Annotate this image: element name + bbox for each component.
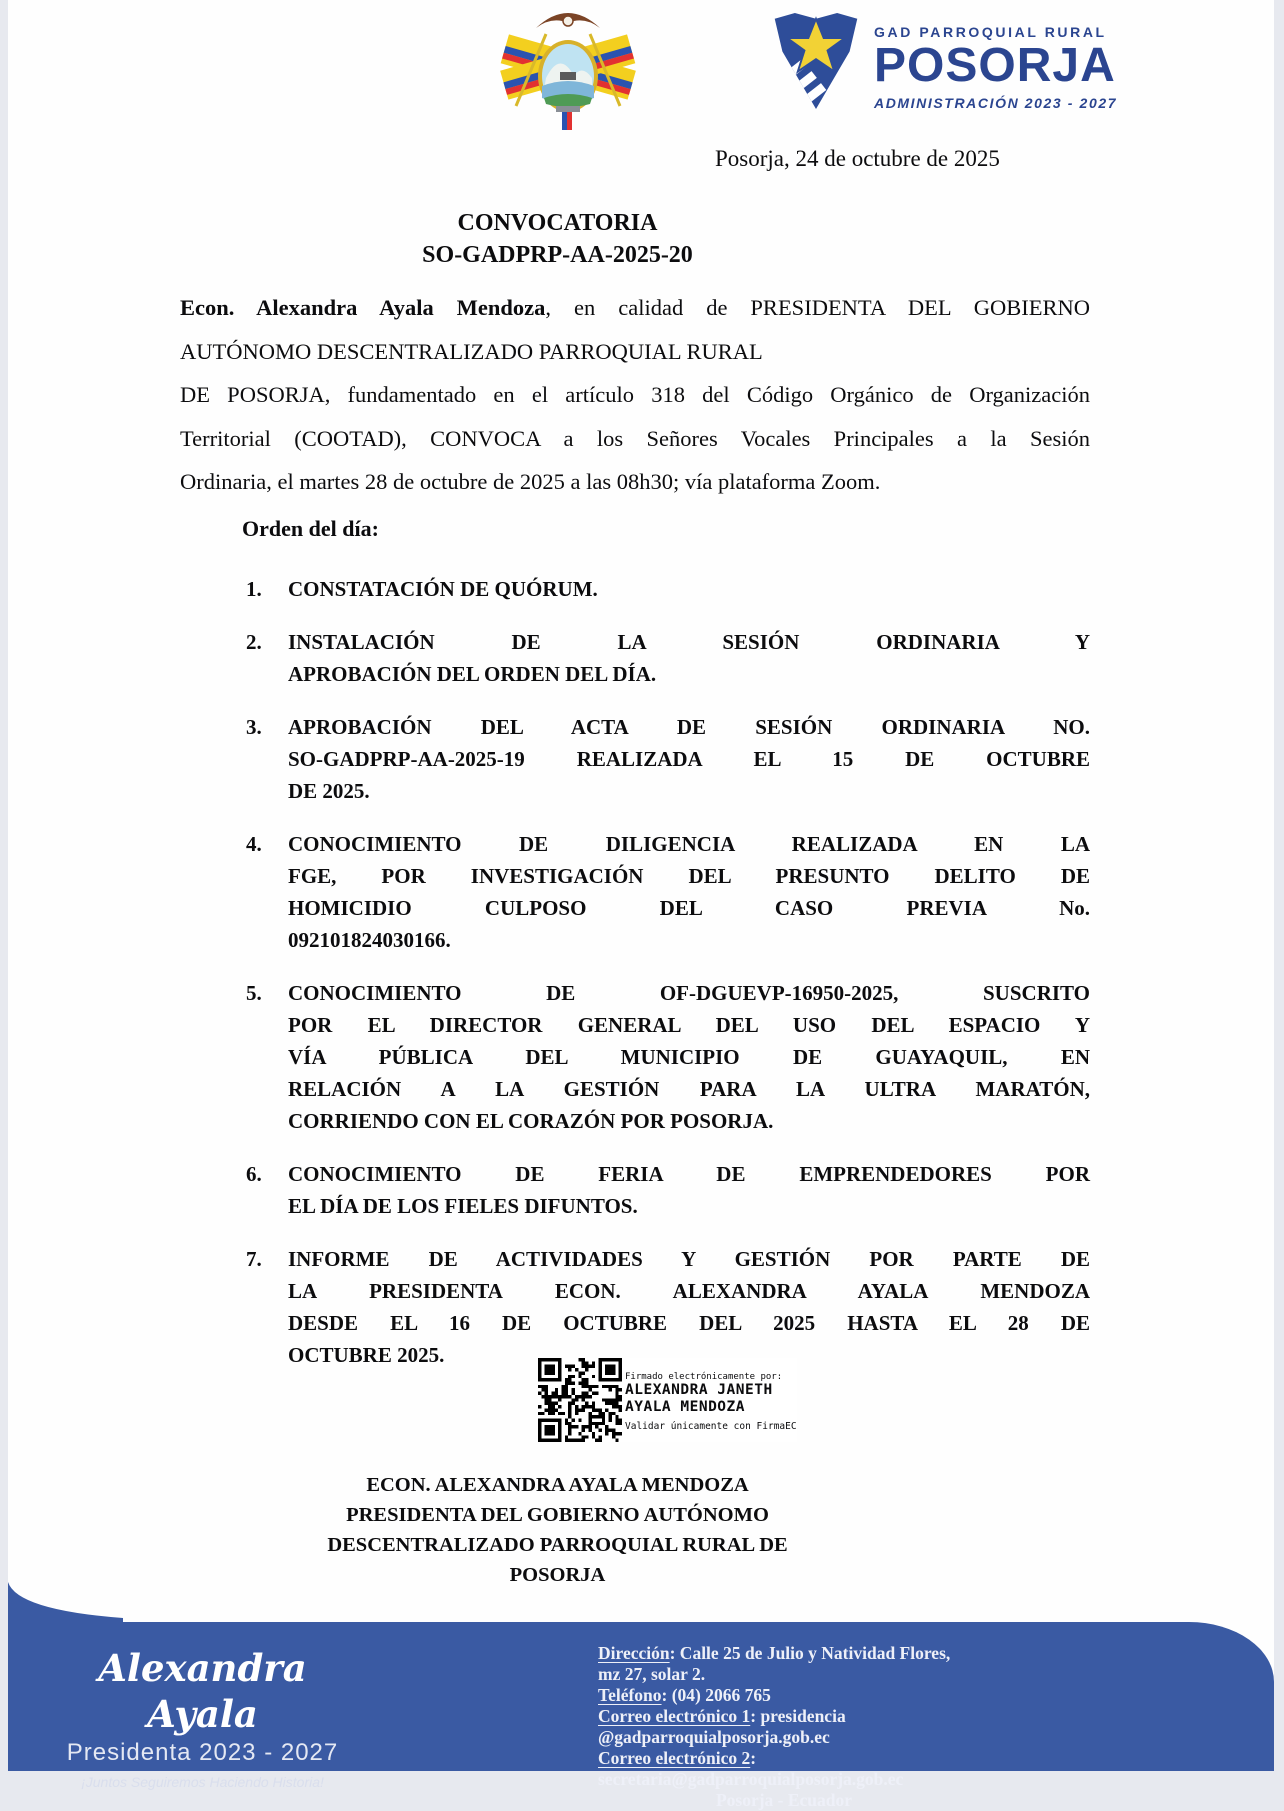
footer-curve-decoration [8,1582,123,1627]
agenda-item [246,711,1090,807]
text-line: APROBACIÓN DEL ORDEN DEL DÍA. [288,662,657,686]
signature-block [180,1470,935,1590]
text-line: Ordinaria, el martes 28 de octubre de 2025 a las 08h30; vía plataforma Zoom. [180,469,881,494]
text-line: CONOCIMIENTO DE OF-DGUEVP-16950-2025, SUSCRITO [288,981,1090,1005]
text-line: INSTALACIÓN DE LA SESIÓN ORDINARIA Y [288,630,1090,654]
text-line: Territorial (COOTAD), CONVOCA a los Señores Vocales Principales a la Sesión [180,425,1090,451]
footer-contact-label: Dirección [598,1643,670,1663]
text-line: LA PRESIDENTA ECON. ALEXANDRA AYALA MENDOZA [288,1279,1090,1303]
logo-name: POSORJA [874,39,1116,92]
signature-stamp-text [625,1372,797,1442]
text-line: 092101824030166. [288,928,451,952]
text-line: AUTÓNOMO DESCENTRALIZADO PARROQUIAL RURAL [180,338,763,364]
agenda-item-text [288,1158,1090,1222]
text-line: HOMICIDIO CULPOSO DEL CASO PREVIA No. [288,896,1090,920]
agenda-item [246,573,1090,605]
agenda-item-number: 1. [246,577,262,601]
stamp-name-line-1: ALEXANDRA JANETH [625,1382,773,1398]
text-line: CONSTATACIÓN DE QUÓRUM. [288,577,598,601]
title-line-2: SO-GADPRP-AA-2025-20 [422,242,693,268]
qr-code-icon [538,1358,622,1442]
text-line: CORRIENDO CON EL CORAZÓN POR POSORJA. [288,1109,774,1133]
text-line: ECON. ALEXANDRA AYALA MENDOZA [366,1474,749,1496]
agenda-item-text [288,1243,1090,1371]
footer-contact-line: Teléfono: (04) 2066 765 [598,1685,771,1705]
agenda-item [246,626,1090,690]
text-line: DE 2025. [288,779,370,803]
footer-contact-line: Correo electrónico 1: presidencia @gadparroquialposorja.gob.ec [598,1706,846,1747]
text-line: CONOCIMIENTO DE FERIA DE EMPRENDEDORES POR [288,1162,1090,1186]
agenda-item [246,977,1090,1137]
intro-paragraph [180,295,1090,513]
text-line: DESDE EL 16 DE OCTUBRE DEL 2025 HASTA EL 28 DE [288,1311,1090,1335]
text-line: DESCENTRALIZADO PARROQUIAL RURAL DE [327,1534,788,1556]
agenda-item [246,1243,1090,1371]
footer-contact-line: Dirección: Calle 25 de Julio y Natividad Flores, mz 27, solar 2. [598,1643,951,1684]
posorja-shield-icon [768,8,864,116]
agenda-item-number: 5. [246,981,262,1005]
agenda-item-number: 2. [246,630,262,654]
agenda-item [246,828,1090,956]
text-line: VÍA PÚBLICA DEL MUNICIPIO DE GUAYAQUIL, EN [288,1045,1090,1069]
footer-contact-block [598,1643,970,1811]
agenda-item-number: 4. [246,832,262,856]
stamp-line-2: Validar únicamente con FirmaEC [625,1421,797,1432]
agenda-item-text [288,977,1090,1137]
text-line: FGE, POR INVESTIGACIÓN DEL PRESUNTO DELITO DE [288,864,1090,888]
agenda-list [246,573,1090,1392]
footer-president-name: Alexandra Ayala [98,1646,307,1736]
agenda-item-number: 7. [246,1247,262,1271]
footer-contact-line: Correo electrónico 2: secretaria@gadparroquialposorja.gob.ec [598,1748,904,1789]
text-line: RELACIÓN A LA GESTIÓN PARA LA ULTRA MARATÓN, [288,1077,1090,1101]
agenda-item-text [288,626,1090,690]
footer-president-block [50,1645,355,1790]
logo-tagline-bottom: ADMINISTRACIÓN 2023 - 2027 [874,95,1118,111]
footer-slogan: ¡Juntos Seguiremos Haciendo Historia! [81,1774,324,1790]
text-line: INFORME DE ACTIVIDADES Y GESTIÓN POR PARTE DE [288,1247,1090,1271]
text-line: POR EL DIRECTOR GENERAL DEL USO DEL ESPACIO Y [288,1013,1090,1037]
stamp-name-line-2: AYALA MENDOZA [625,1399,745,1415]
footer-location-line: Posorja - Ecuador [715,1790,853,1810]
agenda-item-text [288,828,1090,956]
text-line: PRESIDENTA DEL GOBIERNO AUTÓNOMO [346,1504,769,1526]
posorja-logo [768,8,1117,116]
document-title [180,207,935,271]
footer-contact-label: Teléfono [598,1685,662,1705]
text-line: APROBACIÓN DEL ACTA DE SESIÓN ORDINARIA NO. [288,715,1090,739]
text-line: CONOCIMIENTO DE DILIGENCIA REALIZADA EN LA [288,832,1090,856]
title-line-1: CONVOCATORIA [457,210,658,236]
agenda-item-number: 3. [246,715,262,739]
document-date: Posorja, 24 de octubre de 2025 [715,146,1000,171]
text-line: EL DÍA DE LOS FIELES DIFUNTOS. [288,1194,638,1218]
text-line: DE POSORJA, fundamentado en el artículo 318 del Código Orgánico de Organización [180,382,1090,407]
footer-contact-label: Correo electrónico 2 [598,1748,751,1768]
footer-contact-label: Correo electrónico 1 [598,1706,751,1726]
logo-tagline-top: GAD PARROQUIAL RURAL [874,24,1107,40]
agenda-item [246,1158,1090,1222]
stamp-line-1: Firmado electrónicamente por: [625,1372,783,1382]
ecuador-coat-of-arms-icon [498,6,638,139]
electronic-signature-stamp [538,1358,797,1442]
text-line: SO-GADPRP-AA-2025-19 REALIZADA EL 15 DE OCTUBRE [288,747,1090,771]
text-line: Econ. Alexandra Ayala Mendoza, en calidad de PRESIDENTA DEL GOBIERNO [180,295,1090,320]
agenda-item-text [288,711,1090,807]
footer-president-role: Presidenta 2023 - 2027 [66,1739,339,1766]
text-line: POSORJA [509,1564,606,1586]
agenda-heading: Orden del día: [242,516,379,541]
text-line: OCTUBRE 2025. [288,1343,445,1367]
agenda-item-number: 6. [246,1162,262,1186]
agenda-item-text [288,573,1090,605]
